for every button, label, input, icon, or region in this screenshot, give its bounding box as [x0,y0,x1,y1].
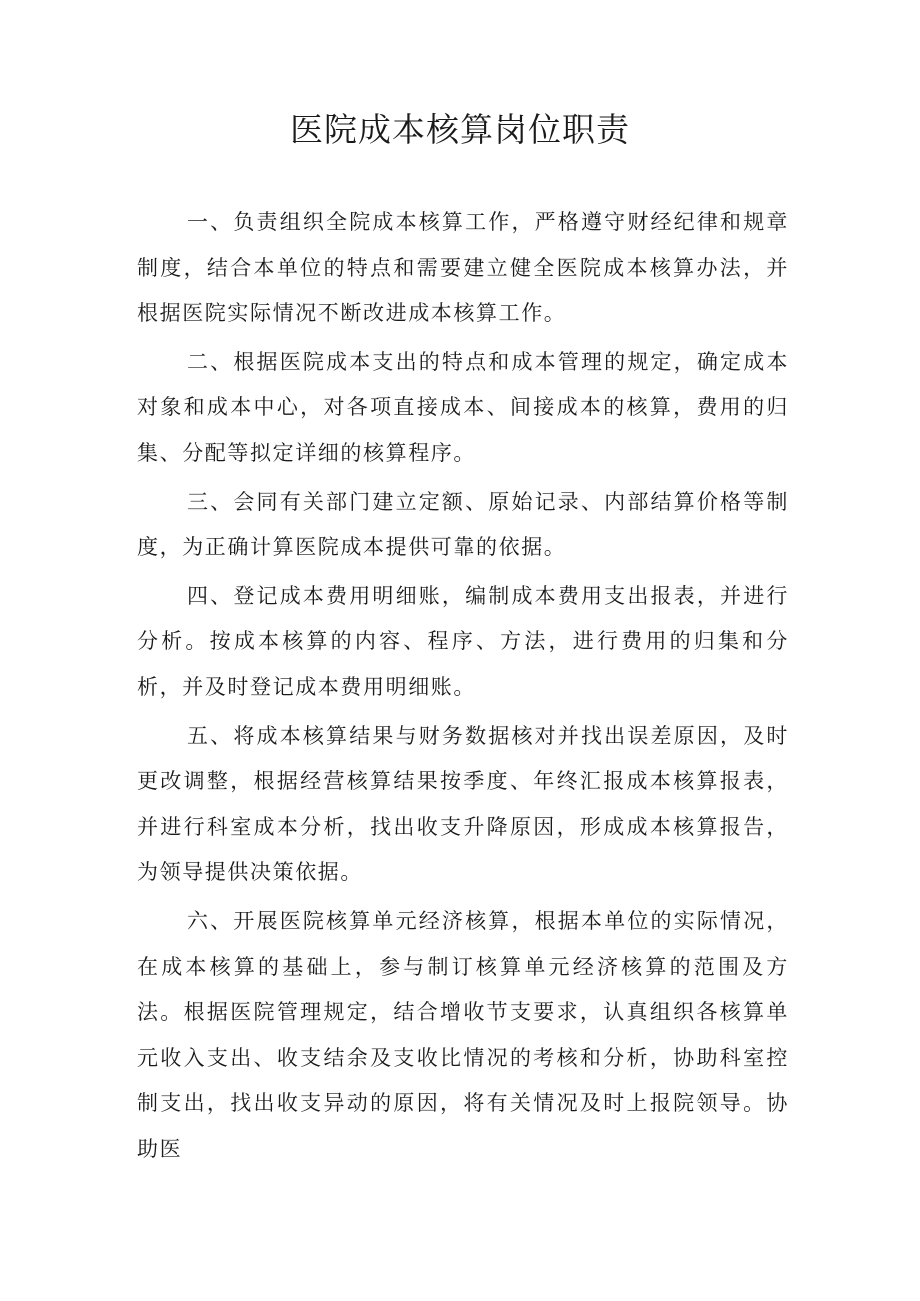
paragraph-1: 一、负责组织全院成本核算工作，严格遵守财经纪律和规章制度，结合本单位的特点和需要建立健全医院成本核算办法，并根据医院实际情况不断改进成本核算工作。 [137,210,789,326]
paragraph-2: 二、根据医院成本支出的特点和成本管理的规定，确定成本对象和成本中心，对各项直接成本、间接成本的核算，费用的归集、分配等拟定详细的核算程序。 [137,349,789,465]
paragraph-6: 六、开展医院核算单元经济核算，根据本单位的实际情况，在成本核算的基础上，参与制订核算单元经济核算的范围及方法。根据医院管理规定，结合增收节支要求，认真组织各核算单元收入支出、收支结余及支收比情况的考核和分析，协助科室控制支出，找出收支异动的原因，将有关情况及时上报院领导。协助医 [137,908,789,1161]
paragraph-5: 五、将成本核算结果与财务数据核对并找出误差原因，及时更改调整，根据经营核算结果按季度、年终汇报成本核算报表，并进行科室成本分析，找出收支升降原因，形成成本核算报告，为领导提供决策依据。 [137,723,789,885]
paragraph-3: 三、会同有关部门建立定额、原始记录、内部结算价格等制度，为正确计算医院成本提供可靠的依据。 [137,489,789,560]
document-body [137,200,789,1175]
document-title: 医院成本核算岗位职责 [290,110,630,149]
paragraph-4: 四、登记成本费用明细账，编制成本费用支出报表，并进行分析。按成本核算的内容、程序、方法，进行费用的归集和分析，并及时登记成本费用明细账。 [137,583,789,699]
